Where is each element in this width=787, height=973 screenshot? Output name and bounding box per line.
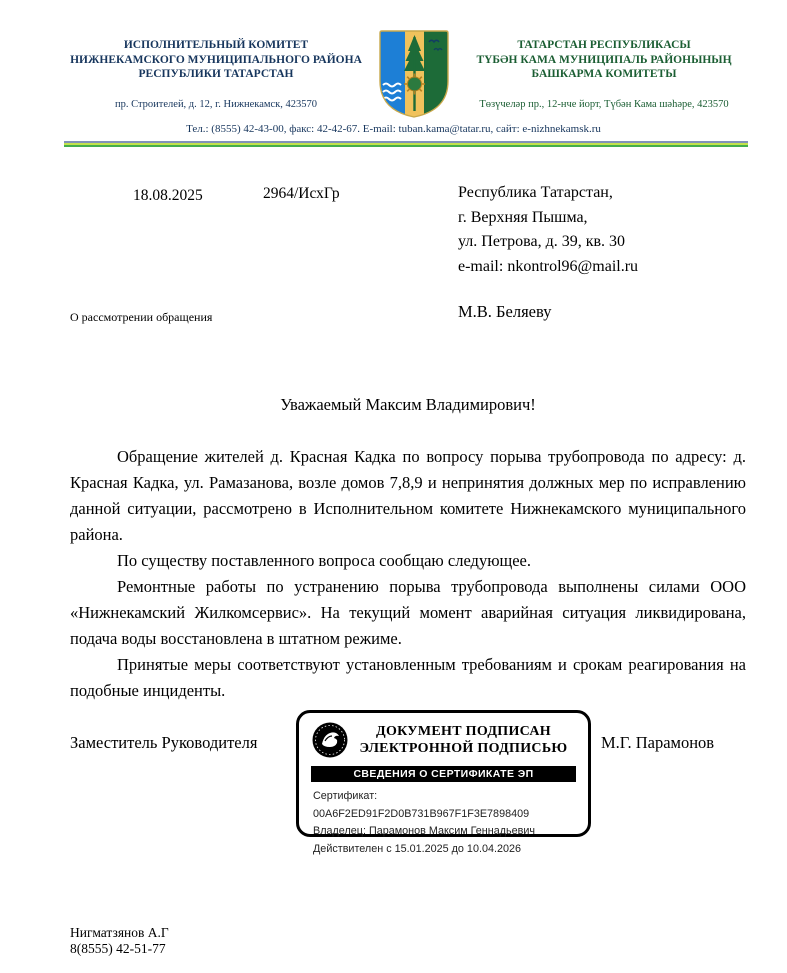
header-org-ru-line: ИСПОЛНИТЕЛЬНЫЙ КОМИТЕТ (123, 39, 309, 51)
addressee-name: М.В. Беляеву (458, 302, 552, 321)
stamp-title (349, 723, 578, 757)
digital-signature-stamp (296, 710, 591, 855)
stamp-details (313, 788, 576, 858)
stamp-title-line2: ЭЛЕКТРОННОЙ ПОДПИСЬЮ (359, 741, 568, 756)
header-address-ru: пр. Строителей, д. 12, г. Нижнекамск, 423570 (114, 98, 318, 110)
letter-body (70, 392, 746, 704)
stamp-detail-line: Сертификат: 00A6F2ED91F2D0B731B967F1F3E7898409 (313, 790, 530, 820)
header-divider (64, 141, 748, 147)
recipient-line: Республика Татарстан, (458, 184, 613, 201)
tatarstan-seal-icon (311, 721, 349, 759)
header-contact-line: Тел.: (8555) 42-43-00, факс: 42-42-67. E-mail: tuban.kama@tatar.ru, сайт: e-nizhnekamsk.ru (186, 123, 601, 135)
body-paragraph: Ремонтные работы по устранению порыва трубопровода выполнены силами ООО «Нижнекамский Жилкомсервис». На текущий момент аварийная ситуация ликвидирована, подача воды восстановлена в штатном режиме. (70, 577, 746, 648)
executor-phone: 8(8555) 42-51-77 (70, 941, 166, 956)
recipient-line: г. Верхняя Пышма, (458, 208, 588, 226)
header-org-ru-lines (64, 38, 368, 82)
stamp-detail-line: Действителен с 15.01.2025 до 10.04.2026 (313, 842, 521, 855)
header-org-ru-line: РЕСПУБЛИКИ ТАТАРСТАН (138, 68, 294, 80)
header-org-ru (64, 38, 368, 110)
letter-subject: О рассмотрении обращения (70, 310, 213, 324)
recipient-block (458, 181, 638, 279)
stamp-title-line1: ДОКУМЕНТ ПОДПИСАН (376, 724, 551, 739)
stamp-certificate-bar: СВЕДЕНИЯ О СЕРТИФИКАТЕ ЭП (311, 766, 576, 782)
recipient-line: ул. Петрова, д. 39, кв. 30 (458, 233, 626, 250)
executor-name: Нигматзянов А.Г (70, 925, 169, 940)
header-address-tt: Төзүчеләр пр., 12-нче йорт, Түбән Кама шәһәре, 423570 (479, 98, 729, 110)
signer-position: Заместитель Руководителя (70, 733, 258, 752)
salutation: Уважаемый Максим Владимирович! (280, 395, 536, 414)
body-paragraph: По существу поставленного вопроса сообщаю следующее. (117, 551, 531, 570)
signer-name: М.Г. Парамонов (601, 733, 715, 752)
letter-date: 18.08.2025 (133, 187, 203, 204)
recipient-line: e-mail: nkontrol96@mail.ru (458, 257, 639, 275)
letter-number: 2964/ИсхГр (263, 185, 340, 202)
body-paragraphs (70, 444, 746, 704)
header-org-tt (456, 38, 752, 110)
nizhnekamsk-coat-of-arms-icon (378, 29, 450, 119)
executor-block (70, 925, 169, 957)
header-org-tt-lines (456, 38, 752, 82)
header-org-tt-line: БАШКАРМА КОМИТЕТЫ (531, 68, 677, 80)
stamp-detail-line: Владелец: Парамонов Максим Геннадьевич (313, 825, 536, 837)
header-org-tt-line: ТАТАРСТАН РЕСПУБЛИКАСЫ (517, 39, 691, 51)
header-org-ru-line: НИЖНЕКАМСКОГО МУНИЦИПАЛЬНОГО РАЙОНА (70, 53, 362, 66)
stamp-top-row (311, 721, 578, 759)
body-paragraph: Обращение жителей д. Красная Кадка по вопросу порыва трубопровода по адресу: д. Красная Кадка, ул. Рамазанова, возле домов 7,8,9 и непринятия должных мер по исправлению данной ситуации, рассмотрено в Исполнительном комитете Нижнекамского муниципального района. (70, 447, 746, 544)
header-org-tt-line: ТҮБӘН КАМА МУНИЦИПАЛЬ РАЙОНЫНЫҢ (476, 53, 732, 66)
body-paragraph: Принятые меры соответствуют установленным требованиям и срокам реагирования на подобные инциденты. (70, 655, 746, 700)
